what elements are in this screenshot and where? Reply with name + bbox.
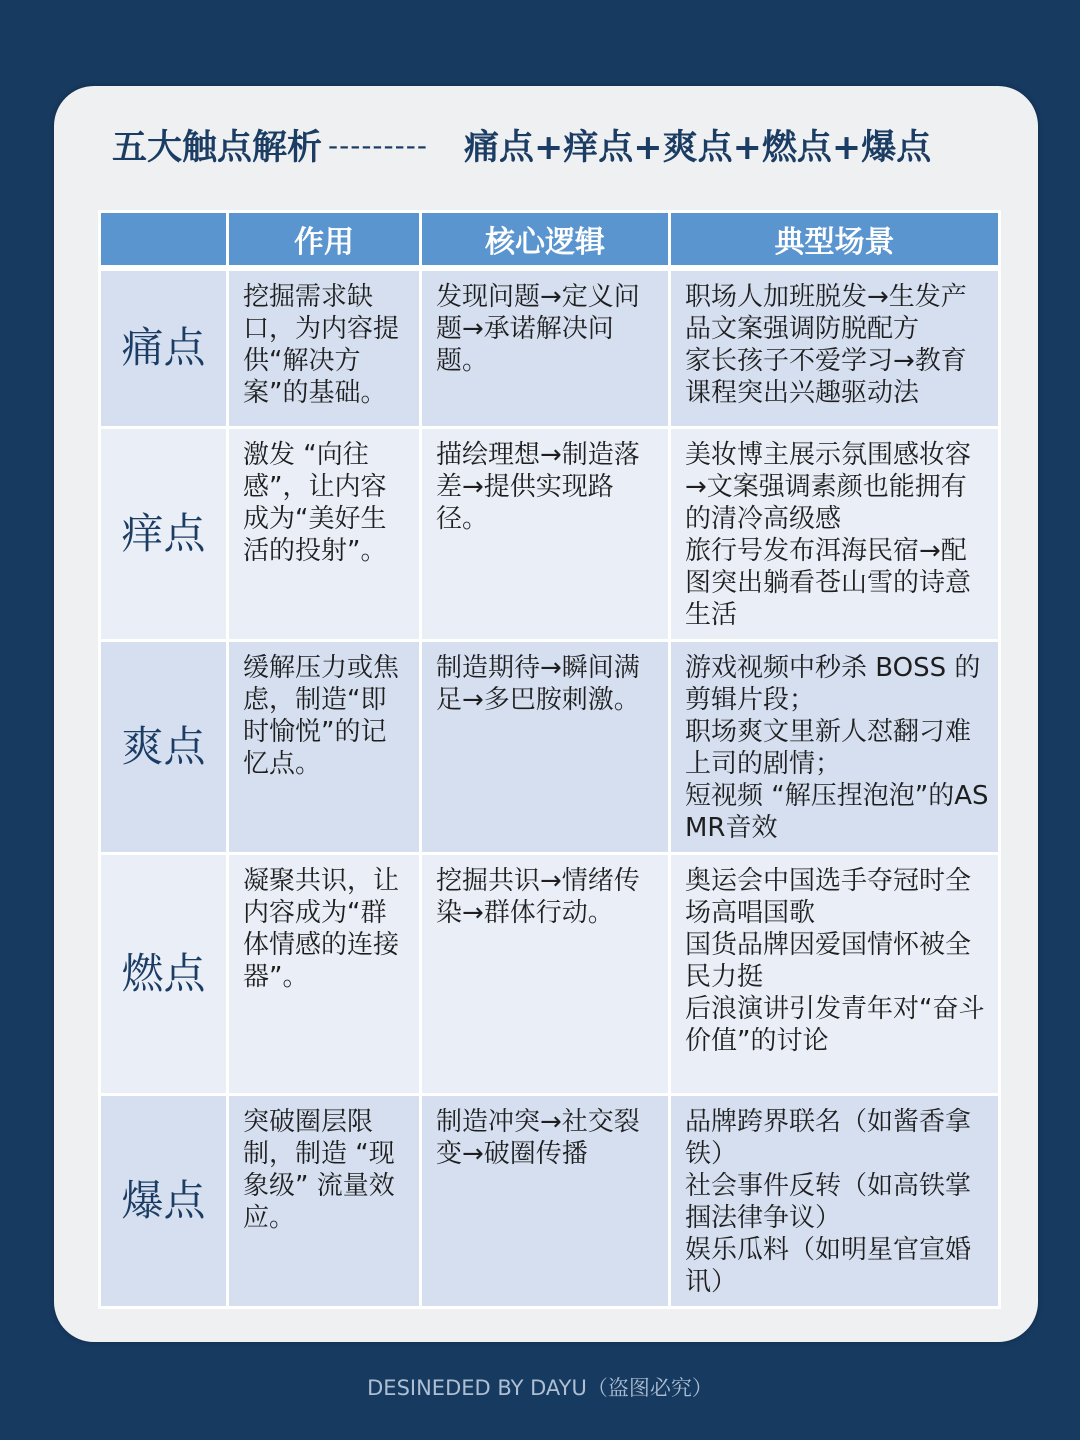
table-row (100, 854, 1000, 1095)
title-sub: 痛点+痒点+爽点+燃点+爆点 (463, 128, 932, 168)
table-row (100, 268, 1000, 428)
table-header-row (100, 212, 1000, 268)
header-logic: 核心逻辑 (421, 212, 670, 268)
header-scene: 典型场景 (670, 212, 1000, 268)
row-effect: 凝聚共识，让内容成为“群体情感的连接器”。 (228, 854, 421, 1095)
row-scene: 游戏视频中秒杀 BOSS 的剪辑片段； 职场爽文里新人怼翻刁难上司的剧情； 短视频 “解压捏泡泡”的ASMR音效 (670, 641, 1000, 854)
row-key: 燃点 (100, 854, 228, 1095)
row-scene: 职场人加班脱发→生发产品文案强调防脱配方 家长孩子不爱学习→教育课程突出兴趣驱动法 (670, 268, 1000, 428)
row-logic: 制造期待→瞬间满足→多巴胺刺激。 (421, 641, 670, 854)
row-effect: 缓解压力或焦虑，制造“即时愉悦”的记忆点。 (228, 641, 421, 854)
row-key: 爆点 (100, 1095, 228, 1308)
touchpoint-table (98, 210, 1001, 1309)
table-row (100, 428, 1000, 641)
row-scene: 奥运会中国选手夺冠时全场高唱国歌 国货品牌因爱国情怀被全民力挺 后浪演讲引发青年对“奋斗价值”的讨论 (670, 854, 1000, 1095)
header-effect: 作用 (228, 212, 421, 268)
table-row (100, 1095, 1000, 1308)
table-row (100, 641, 1000, 854)
row-effect: 挖掘需求缺口，为内容提供“解决方案”的基础。 (228, 268, 421, 428)
row-logic: 发现问题→定义问题→承诺解决问题。 (421, 268, 670, 428)
row-logic: 制造冲突→社交裂变→破圈传播 (421, 1095, 670, 1308)
header-blank (100, 212, 228, 268)
row-scene: 品牌跨界联名（如酱香拿铁） 社会事件反转（如高铁掌掴法律争议） 娱乐瓜料（如明星官宣婚讯） (670, 1095, 1000, 1308)
row-key: 痒点 (100, 428, 228, 641)
row-scene: 美妆博主展示氛围感妆容→文案强调素颜也能拥有的清冷高级感 旅行号发布洱海民宿→配图突出躺看苍山雪的诗意生活 (670, 428, 1000, 641)
row-logic: 挖掘共识→情绪传染→群体行动。 (421, 854, 670, 1095)
row-logic: 描绘理想→制造落差→提供实现路径。 (421, 428, 670, 641)
content-card (54, 86, 1038, 1342)
row-effect: 突破圈层限制，制造 “现象级” 流量效应。 (228, 1095, 421, 1308)
row-effect: 激发 “向往感”，让内容成为“美好生活的投射”。 (228, 428, 421, 641)
page-title (112, 126, 931, 172)
title-dashes: --------- (328, 129, 428, 162)
row-key: 痛点 (100, 268, 228, 428)
footer-credit: DESINEDED BY DAYU（盗图必究） (367, 1376, 713, 1400)
title-main: 五大触点解析 (112, 128, 323, 168)
row-key: 爽点 (100, 641, 228, 854)
